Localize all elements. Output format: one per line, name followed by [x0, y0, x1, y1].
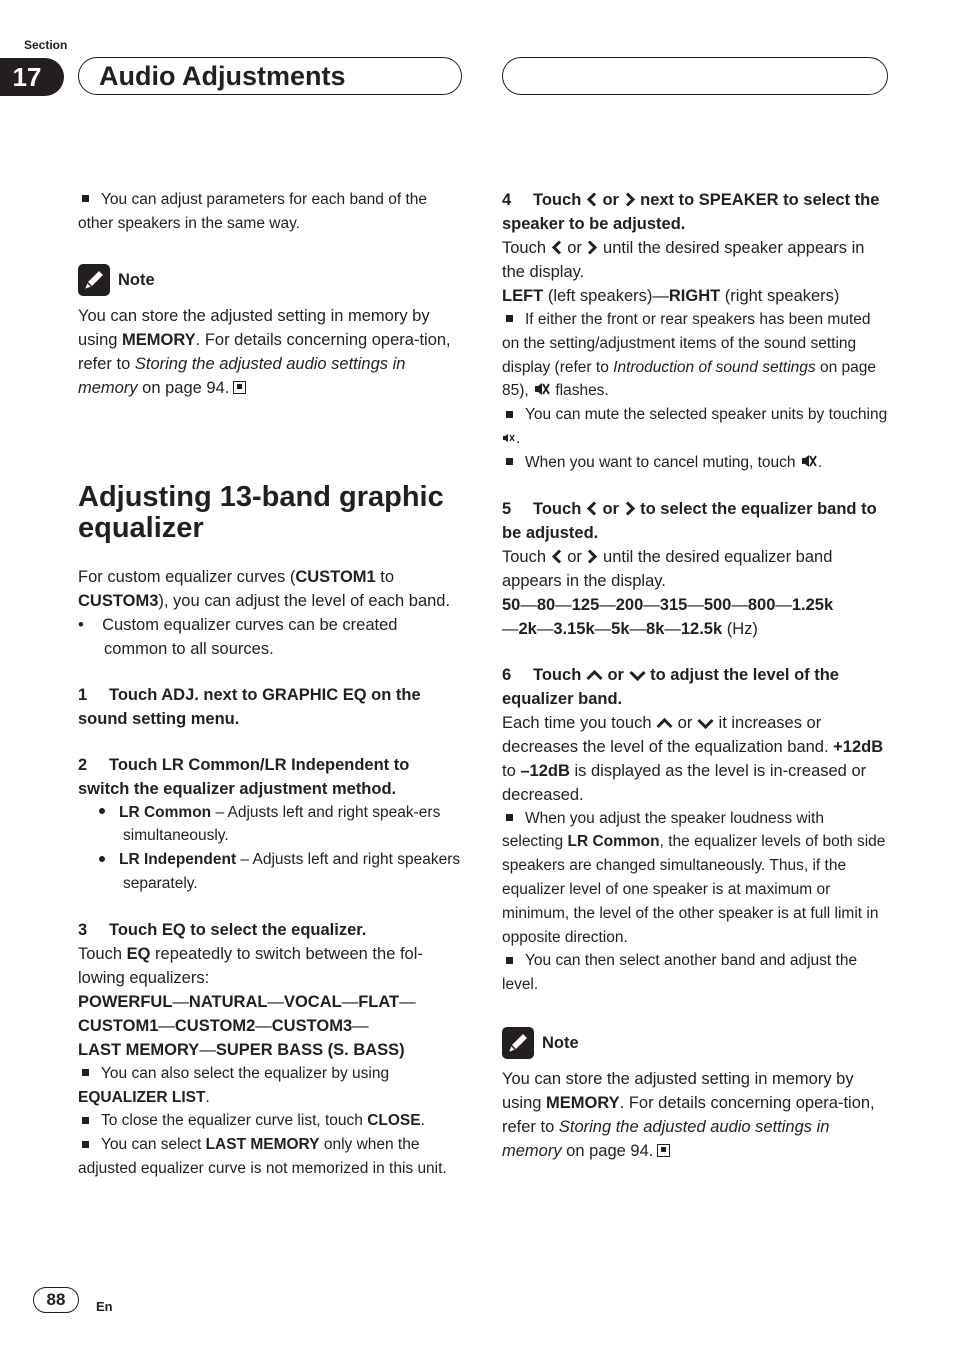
note-text: You can store the adjusted setting in memory by using MEMORY. For details concerning opera-tion, refer to Storing the adjusted audio settings in memory on page 94. — [78, 306, 451, 397]
intro-bullet: You can adjust parameters for each band of the other speakers in the same way. — [78, 191, 428, 232]
note-heading: Note — [78, 264, 464, 296]
step-1: 1 Touch ADJ. next to GRAPHIC EQ on the sound setting menu. — [78, 685, 421, 728]
chevron-up-icon — [656, 717, 673, 730]
note-pencil-icon — [78, 264, 110, 296]
note-pencil-icon — [502, 1027, 534, 1059]
bullet-eq-list: You can also select the equalizer by using EQUALIZER LIST. — [78, 1064, 390, 1106]
note-heading: Note — [502, 1027, 888, 1059]
step-5-body: Touch or until the desired equalizer band appears in the display. — [502, 547, 833, 590]
chevron-up-icon — [586, 669, 603, 682]
section-heading: Adjusting 13-band graphic equalizer — [78, 480, 444, 544]
mute-icon — [502, 431, 516, 445]
note-text: You can store the adjusted setting in memory by using MEMORY. For details concerning opera-tion, refer to Storing the adjusted audio settings in memory on page 94. — [502, 1069, 875, 1160]
bullet-muted: If either the front or rear speakers has been muted on the setting/adjustment items of the sound setting display (refer to Introduction of sound settings on page 85), flashes. — [502, 311, 876, 400]
chevron-down-icon — [629, 669, 646, 682]
equalizer-list: POWERFUL—NATURAL—VOCAL—FLAT— CUSTOM1—CUSTOM2—CUSTOM3— LAST MEMORY—SUPER BASS (S. BASS) — [78, 992, 416, 1059]
chevron-left-icon — [586, 501, 598, 516]
step-2: 2 Touch LR Common/LR Independent to switch the equalizer adjustment method. — [78, 755, 410, 798]
chevron-right-icon — [624, 192, 636, 207]
speaker-options: LEFT (left speakers)—RIGHT (right speakers) — [502, 287, 840, 305]
step-6: 6 Touch or to adjust the level of the equalizer band. — [502, 665, 839, 708]
bullet-another-band: You can then select another band and adjust the level. — [502, 952, 858, 994]
page-title: Audio Adjustments — [78, 57, 462, 95]
left-column — [78, 188, 464, 1181]
header-right-pill — [502, 57, 888, 95]
right-column — [502, 188, 888, 1163]
section-label: Section — [24, 38, 68, 52]
chevron-right-icon — [624, 501, 636, 516]
bullet-close: To close the equalizer curve list, touch CLOSE. — [78, 1109, 464, 1133]
end-mark-icon — [233, 381, 246, 394]
end-mark-icon — [657, 1144, 670, 1157]
intro-paragraph: For custom equalizer curves (CUSTOM1 to CUSTOM3), you can adjust the level of each band. — [78, 567, 451, 610]
chevron-right-icon — [586, 240, 598, 255]
page-number: 88 — [33, 1287, 79, 1313]
step-3-body: Touch EQ repeatedly to switch between the fol-lowing equalizers: — [78, 944, 423, 987]
bullet-last-memory: You can select LAST MEMORY only when the adjusted equalizer curve is not memorized in this unit. — [78, 1136, 447, 1177]
bullet-cancel-mute: When you want to cancel muting, touch . — [502, 451, 888, 475]
step-4-body: Touch or until the desired speaker appears in the display. — [502, 239, 865, 281]
chevron-down-icon — [697, 717, 714, 730]
bullet-loudness: When you adjust the speaker loudness with selecting LR Common, the equalizer levels of both side speakers are changed simultaneously. Thus, if the equalizer level of one speaker is at maximum or minimum, the level of the other speaker is at full limit in opposite direction. — [502, 809, 886, 946]
step-5: 5 Touch or to select the equalizer band to be adjusted. — [502, 499, 877, 542]
step-6-body: Each time you touch or it increases or decreases the level of the equalization band. +12dB to –12dB is displayed as the level is in-creased or decreased. — [502, 713, 884, 804]
section-number: 17 — [0, 58, 64, 96]
chevron-right-icon — [586, 549, 598, 564]
band-list: 50—80—125—200—315—500—800—1.25k —2k—3.15k—5k—8k—12.5k (Hz) — [502, 595, 834, 638]
mute-flash-icon — [533, 381, 551, 397]
intro-dot-item: • Custom equalizer curves can be created common to all sources. — [78, 615, 398, 658]
bullet-mute: You can mute the selected speaker units by touching . — [502, 403, 888, 451]
chevron-left-icon — [586, 192, 598, 207]
list-item: LR Independent – Adjusts left and right speakers separately. — [78, 848, 464, 896]
chevron-left-icon — [551, 549, 563, 564]
step-3: 3 Touch EQ to select the equalizer. — [78, 920, 367, 939]
unmute-icon — [800, 453, 818, 469]
step-4: 4 Touch or next to SPEAKER to select the speaker to be adjusted. — [502, 191, 880, 233]
chevron-left-icon — [551, 240, 563, 255]
language-label: En — [96, 1299, 113, 1314]
list-item: LR Common – Adjusts left and right speak-ers simultaneously. — [78, 801, 464, 849]
